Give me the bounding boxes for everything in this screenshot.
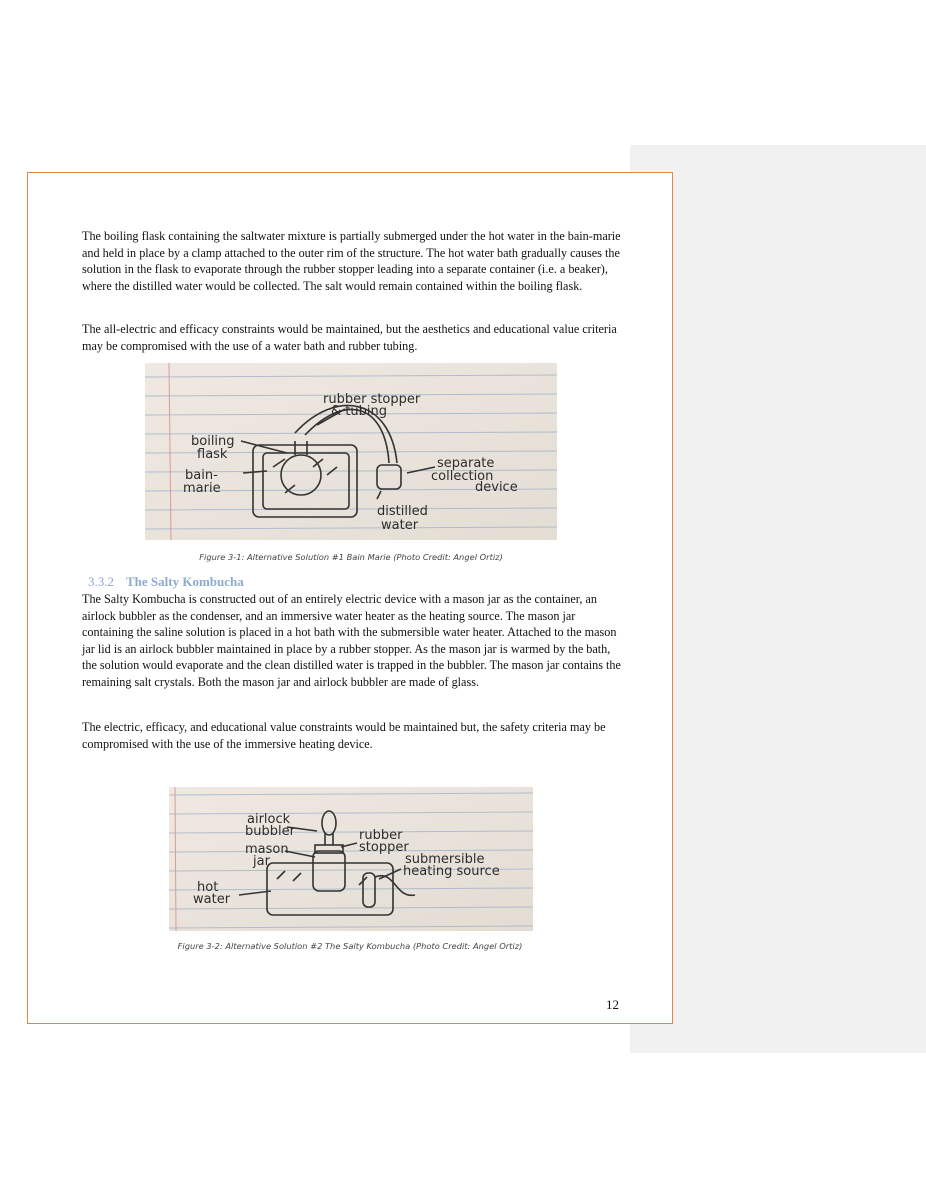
label-distilled: distilled bbox=[377, 504, 428, 519]
label-boiling: boiling bbox=[191, 434, 235, 449]
paragraph-salty-kombucha-description: The Salty Kombucha is constructed out of an entirely electric device with a mason jar as the container, an airlock bubbler as the condenser, and an immersive water heater as the heating source. The mason jar containing the saline solution is placed in a hot bath with the submersible water heater. Attached to the mason jar lid is an airlock bubbler maintained in place by a rubber stopper. As the mason jar is warmed by the bath, the solution would evaporate and the clean distilled water is trapped in the bubbler. The mason jar contains the remaining salt crystals. Both the mason jar and airlock bubbler are made of glass. bbox=[82, 592, 621, 689]
label-rubber: rubber bbox=[359, 828, 403, 843]
paragraph-bain-marie-description: The boiling flask containing the saltwater mixture is partially submerged under the hot water in the bain-marie and held in place by a clamp attached to the outer rim of the structure. The hot water bath gradually causes the solution in the flask to evaporate through the rubber stopper leading into a separate container (i.e. a beaker), where the distilled water would be collected. The salt would remain contained within the boiling flask. bbox=[82, 229, 621, 293]
comment-pane bbox=[630, 145, 926, 1053]
label-separate: separate bbox=[437, 456, 495, 471]
figure-salty-kombucha-sketch bbox=[169, 787, 533, 931]
label-mason: mason bbox=[245, 842, 289, 857]
label-tubing: & tubing bbox=[331, 404, 387, 419]
label-stopper: stopper bbox=[359, 840, 409, 855]
label-bain: bain- bbox=[185, 468, 218, 483]
paragraph-salty-kombucha-constraints: The electric, efficacy, and educational value constraints would be maintained but, the safety criteria may be compromised with the use of the immersive heating device. bbox=[82, 720, 606, 751]
label-rubber-stopper: rubber stopper bbox=[323, 392, 421, 407]
figure-caption-1: Figure 3-1: Alternative Solution #1 Bain Marie (Photo Credit: Angel Ortiz) bbox=[199, 552, 503, 562]
label-hot-water: water bbox=[193, 892, 231, 907]
section-title: The Salty Kombucha bbox=[126, 574, 244, 589]
section-heading bbox=[88, 574, 244, 590]
figure-caption-2: Figure 3-2: Alternative Solution #2 The Salty Kombucha (Photo Credit: Angel Ortiz) bbox=[177, 941, 523, 951]
label-hot: hot bbox=[197, 880, 219, 895]
page-number: 12 bbox=[606, 997, 619, 1012]
label-flask: flask bbox=[197, 447, 228, 462]
label-water: water bbox=[381, 518, 419, 533]
label-bubbler: bubbler bbox=[245, 824, 295, 839]
label-jar: jar bbox=[253, 854, 270, 869]
label-collection: collection bbox=[431, 469, 494, 484]
label-device: device bbox=[475, 480, 518, 495]
label-marie: marie bbox=[183, 481, 221, 496]
label-airlock: airlock bbox=[247, 812, 291, 827]
figure-bain-marie-sketch bbox=[145, 363, 557, 540]
label-submersible: submersible bbox=[405, 852, 485, 867]
section-number: 3.3.2 bbox=[88, 574, 114, 589]
paragraph-bain-marie-constraints: The all-electric and efficacy constraints would be maintained, but the aesthetics and educational value criteria may be compromised with the use of a water bath and rubber tubing. bbox=[82, 322, 617, 353]
label-heating-source: heating source bbox=[403, 864, 500, 879]
